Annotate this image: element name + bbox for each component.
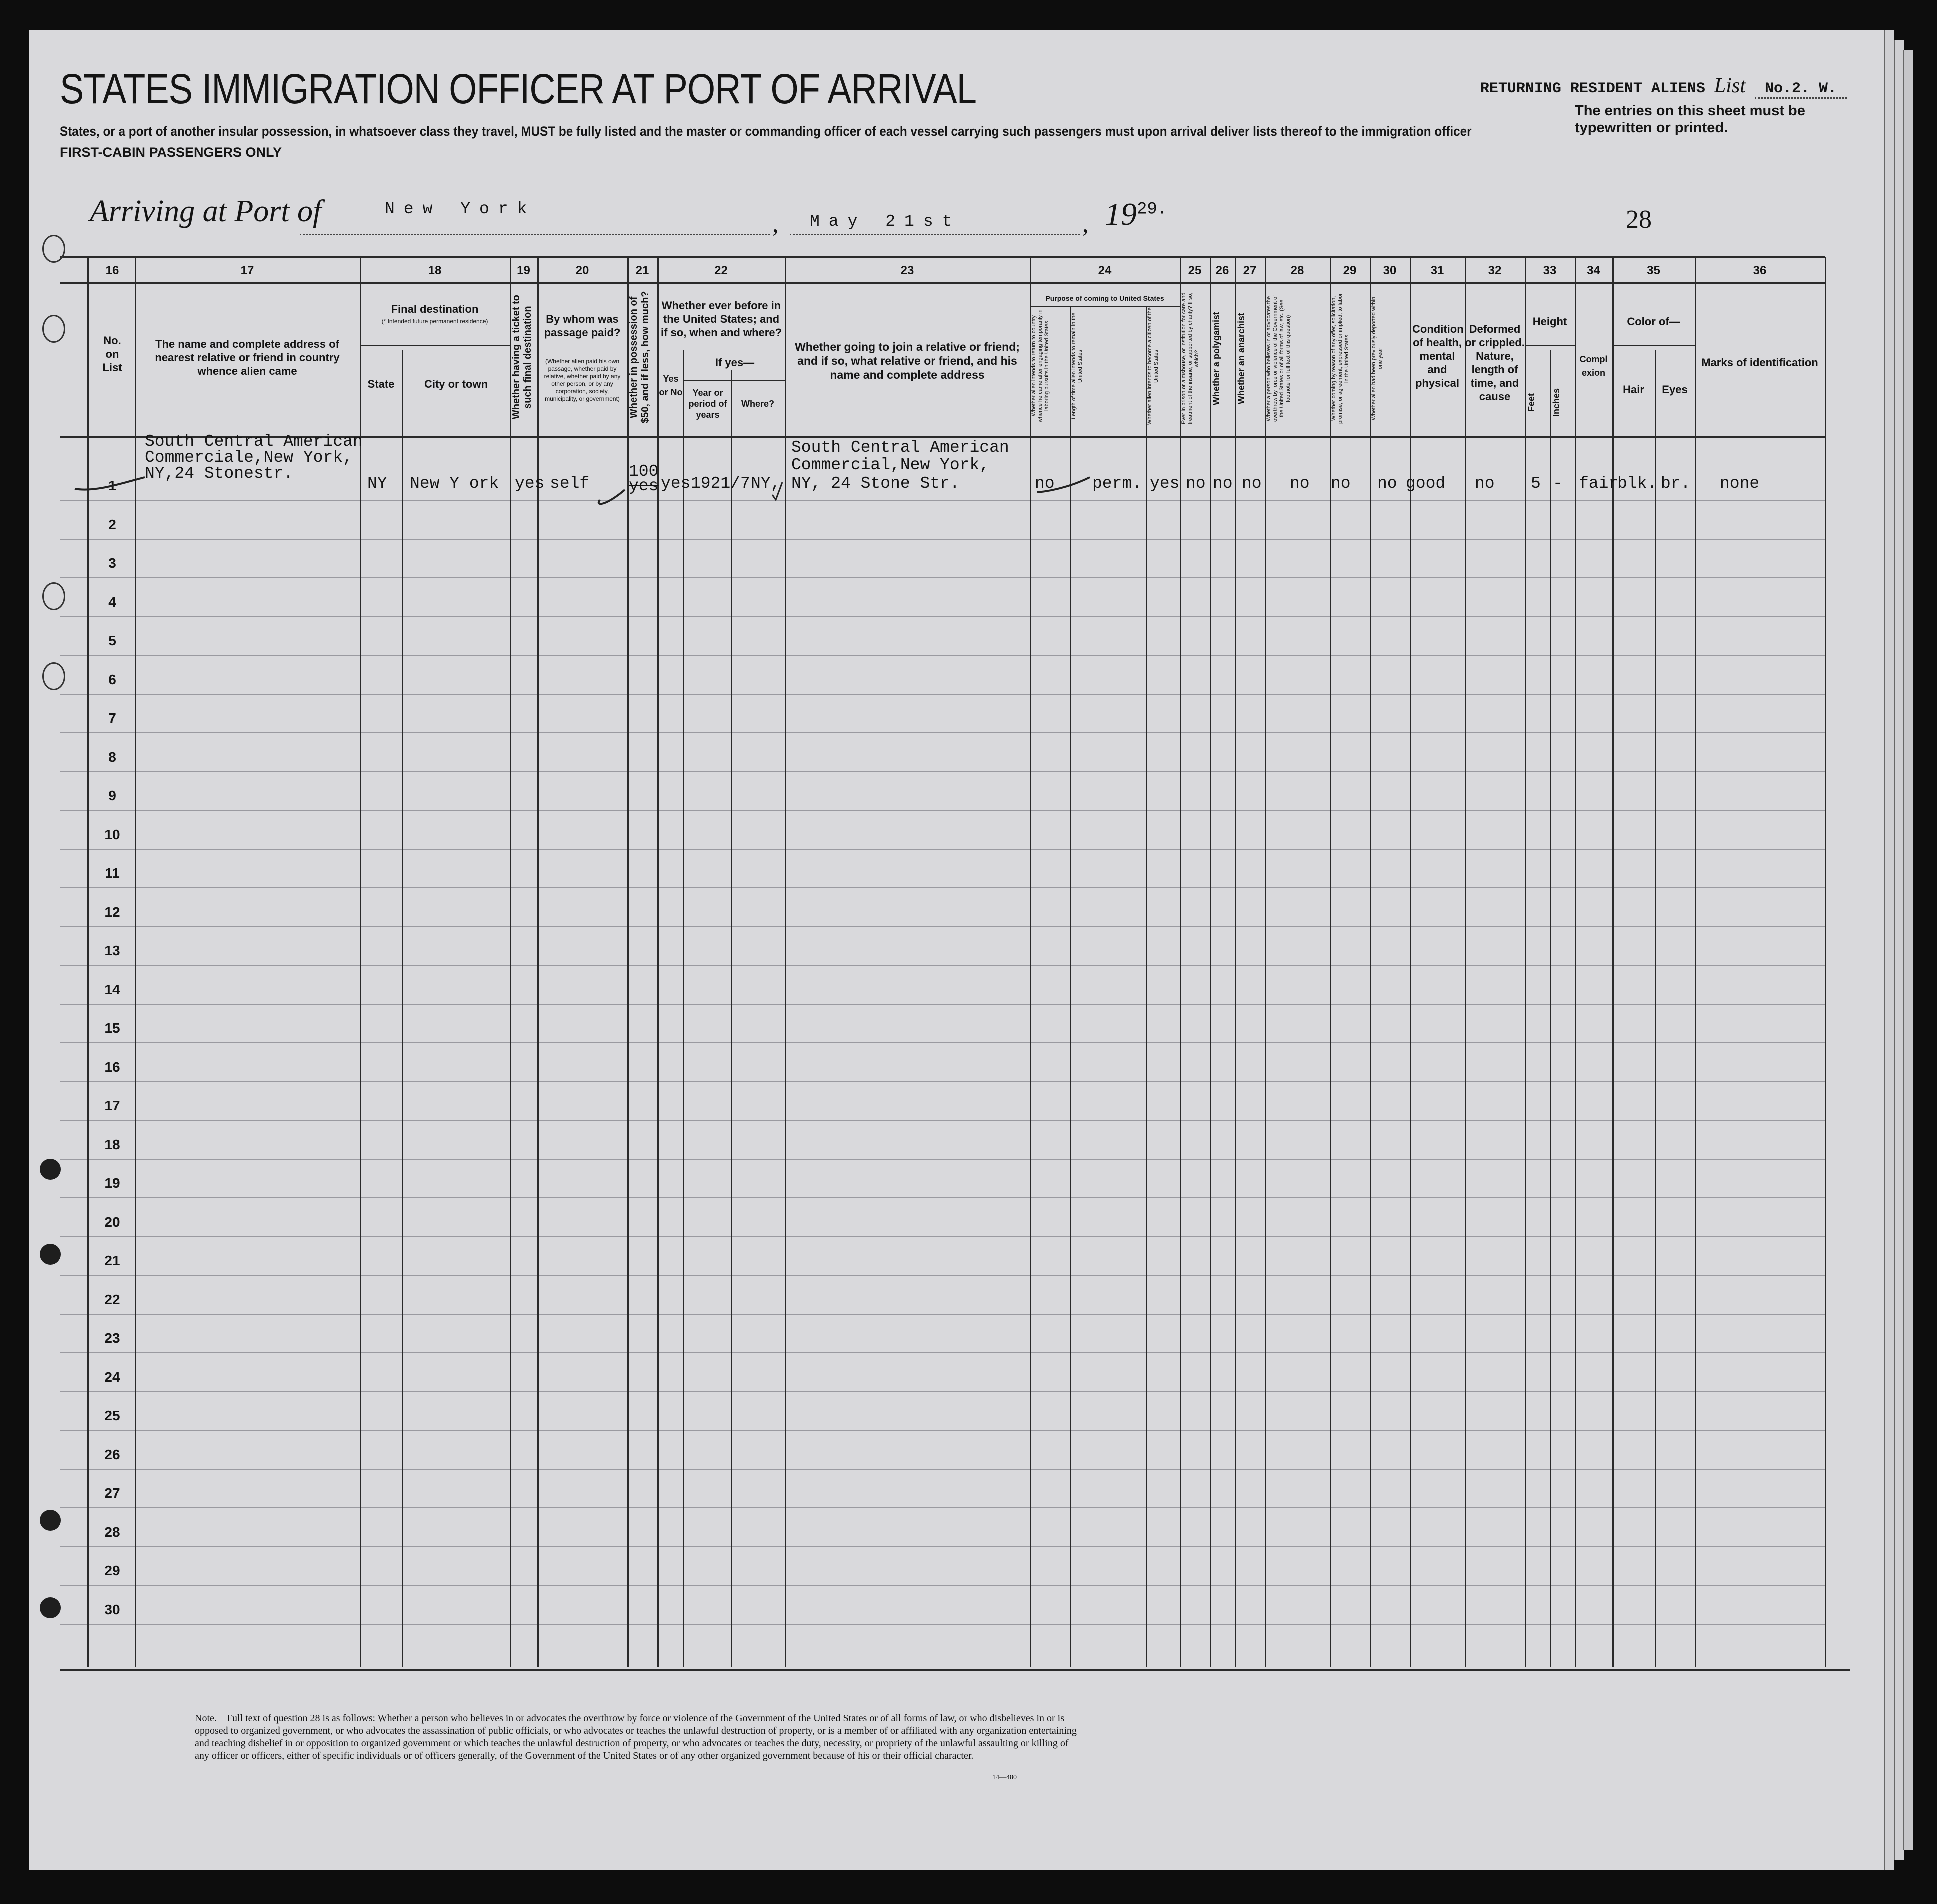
table-rule — [60, 282, 1825, 284]
entries-note: The entries on this sheet must be typewritten or printed. — [1575, 103, 1806, 136]
row-rule — [60, 1236, 1825, 1238]
table-rule — [60, 256, 1825, 258]
row-rule — [60, 1004, 1825, 1005]
column-number: 34 — [1587, 264, 1600, 278]
header-marks: Marks of identification — [1702, 356, 1818, 369]
column-divider — [1825, 258, 1826, 1668]
header-prison: Ever in prison or almshouse, or institution for care and treatment of the insane, or supported by charity? If so, which? — [1181, 292, 1200, 425]
row-number: 13 — [104, 943, 120, 958]
date-value: May 21st — [810, 212, 962, 231]
labor-value: no — [1331, 474, 1351, 493]
form-number: 14—480 — [992, 1774, 1017, 1782]
column-number: 28 — [1290, 264, 1304, 278]
header-if-yes: If yes— — [715, 356, 755, 369]
ticket-value: yes — [515, 474, 545, 493]
citizen-value: yes — [1150, 474, 1180, 493]
join-address-line: Commercial,New York, — [792, 456, 990, 474]
header-year: Year or period of years — [688, 388, 728, 420]
column-divider — [1330, 258, 1332, 1668]
feet-value: 5 — [1531, 474, 1541, 493]
row-rule — [60, 500, 1825, 501]
table-rule — [1525, 345, 1575, 346]
table-rule — [1612, 345, 1695, 346]
row-rule — [60, 1430, 1825, 1431]
join-address-line: South Central American — [792, 438, 1010, 457]
column-number: 31 — [1430, 264, 1444, 278]
row-number: 20 — [104, 1214, 120, 1230]
header-return-country: Whether alien intends to return to country whence he came after engaging temporarily in laboring pursuits in the United States — [1031, 310, 1050, 423]
money-struck-value: yes — [629, 477, 659, 496]
column-divider — [1370, 258, 1372, 1668]
row-number: 27 — [104, 1486, 120, 1501]
subcolumn-divider — [1550, 350, 1551, 1668]
row-rule — [60, 926, 1825, 928]
column-number: 16 — [106, 264, 120, 278]
row-number: 9 — [108, 788, 116, 804]
relative-address-line: NY,24 Stonestr. — [145, 464, 294, 483]
header-q28: Whether a person who believes in or advocates the overthrow by force or violence of the Government of the United States or of all forms of law, etc. (See footnote for full text of this question) — [1266, 295, 1292, 422]
list-header — [1480, 74, 1847, 98]
header-hair: Hair — [1623, 384, 1644, 396]
column-divider — [88, 258, 89, 1668]
first-cabin-label: FIRST-CABIN PASSENGERS ONLY — [60, 145, 282, 160]
column-divider — [1210, 258, 1212, 1668]
column-number: 23 — [900, 264, 914, 278]
year — [1105, 196, 1168, 233]
row-rule — [60, 1352, 1825, 1354]
prison-value: no — [1186, 474, 1206, 493]
subcolumn-divider — [1655, 350, 1656, 1668]
header-city: City or town — [424, 378, 488, 390]
page-number: 28 — [1626, 206, 1652, 234]
row-number: 16 — [104, 1059, 120, 1075]
column-number: 36 — [1753, 264, 1767, 278]
row-rule — [60, 1585, 1825, 1586]
row-number: 23 — [104, 1330, 120, 1346]
intro-text: States, or a port of another insular possession, in whatsoever class they travel, MUST be fully listed and the master or commanding officer of each vessel carrying such passengers must upon arrival deliver lists thereof to the immigration officer — [60, 124, 1472, 139]
row-rule — [60, 849, 1825, 850]
row-number: 21 — [104, 1253, 120, 1268]
anarchist-value: no — [1242, 474, 1262, 493]
before-years-value: 1921/7 — [691, 474, 750, 493]
state-value: NY — [368, 474, 388, 493]
column-divider — [510, 258, 512, 1668]
year-prefix: 19 — [1105, 196, 1137, 232]
row-number: 4 — [108, 594, 116, 610]
row-number: 7 — [108, 710, 116, 726]
row-number: 15 — [104, 1020, 120, 1036]
header-join-relative: Whether going to join a relative or friend; and if so, what relative or friend, and his name and complete address — [795, 340, 1020, 382]
header-anarchist: Whether an anarchist — [1236, 312, 1246, 405]
row-number: 6 — [108, 672, 116, 688]
column-divider — [1525, 258, 1526, 1668]
table-rule — [683, 380, 785, 381]
row-number: 19 — [104, 1176, 120, 1191]
row-number: 17 — [104, 1098, 120, 1114]
relative-address-line: Commerciale,New York, — [145, 448, 353, 467]
binding-hole — [40, 1244, 61, 1265]
column-number: 33 — [1543, 264, 1557, 278]
header-health: Condition of health, mental and physical — [1412, 323, 1464, 390]
column-number: 22 — [714, 264, 728, 278]
subcolumn-divider — [683, 350, 684, 1668]
header-inches: Inches — [1552, 388, 1562, 417]
header-color-of: Color of— — [1627, 316, 1680, 328]
row-number: 24 — [104, 1369, 120, 1385]
column-number: 18 — [428, 264, 442, 278]
row-rule — [60, 616, 1825, 618]
hair-value: blk. — [1618, 474, 1658, 493]
binding-hole — [42, 315, 66, 343]
header-passage-paid-note: (Whether alien paid his own passage, whether paid by relative, whether paid by any other person, or by any corporation, society, municipality, or government) — [544, 358, 621, 402]
row-number: 2 — [108, 516, 116, 532]
row-number: 10 — [104, 826, 120, 842]
header-where: Where? — [741, 399, 774, 409]
row-number: 30 — [104, 1602, 120, 1618]
table-rule — [60, 1669, 1850, 1671]
return-country-value: no — [1035, 474, 1055, 493]
row-number: 5 — [108, 633, 116, 648]
page-title: STATES IMMIGRATION OFFICER AT PORT OF ARRIVAL — [60, 66, 977, 112]
column-divider — [135, 258, 136, 1668]
binding-hole — [42, 662, 66, 690]
binding-hole — [40, 1159, 61, 1180]
length-value: perm. — [1092, 474, 1142, 493]
inches-value: - — [1553, 474, 1563, 493]
header-yes-no: Yes or No — [659, 374, 683, 398]
column-divider — [1612, 258, 1614, 1668]
header-relative-address: The name and complete address of nearest relative or friend in country whence alien came — [155, 338, 340, 378]
header-money: Whether in possession of $50, and if less, how much? — [628, 291, 651, 424]
polygamist-value: no — [1213, 474, 1233, 493]
header-height: Height — [1532, 316, 1568, 328]
column-divider — [1030, 258, 1032, 1668]
header-final-destination: Final destination — [391, 303, 479, 316]
row-rule — [60, 1314, 1825, 1315]
list-number: No.2. W. — [1755, 80, 1847, 99]
header-ticket: Whether having a ticket to such final destination — [511, 295, 534, 420]
money-value: 100 — [629, 462, 659, 481]
row-number: 14 — [104, 982, 120, 998]
column-number: 26 — [1216, 264, 1230, 278]
q28-value: no — [1290, 474, 1310, 493]
complexion-value: fair — [1579, 474, 1619, 493]
subcolumn-divider — [1070, 308, 1071, 1668]
header-no-on-list: No. on List — [102, 334, 122, 374]
column-number: 29 — [1343, 264, 1357, 278]
binding-hole — [40, 1510, 61, 1531]
column-number: 32 — [1488, 264, 1502, 278]
marks-value: none — [1720, 474, 1760, 493]
column-number: 20 — [576, 264, 590, 278]
header-passage-paid: By whom was passage paid? — [544, 313, 621, 339]
row-number: 28 — [104, 1524, 120, 1540]
row-number: 18 — [104, 1136, 120, 1152]
row-number: 3 — [108, 556, 116, 571]
row-rule — [60, 1042, 1825, 1044]
header-deformed: Deformed or crippled. Nature, length of time, and cause — [1465, 323, 1525, 403]
header-final-destination-note: (* Intended future permanent residence) — [382, 318, 488, 325]
column-divider — [1180, 258, 1182, 1668]
table-rule — [1030, 306, 1180, 307]
row-rule — [60, 1624, 1825, 1625]
column-divider — [1465, 258, 1466, 1668]
row-rule — [60, 732, 1825, 734]
header-state: State — [368, 378, 395, 390]
row-number: 12 — [104, 904, 120, 920]
paid-by-value: self — [550, 474, 590, 493]
list-label: List — [1714, 74, 1746, 98]
column-number: 27 — [1243, 264, 1257, 278]
row-number: 26 — [104, 1446, 120, 1462]
row-rule — [60, 694, 1825, 695]
column-number: 30 — [1383, 264, 1397, 278]
binding-hole — [42, 582, 66, 610]
health-value: good — [1406, 474, 1446, 493]
row-rule — [60, 965, 1825, 966]
row-rule — [60, 655, 1825, 656]
column-divider — [538, 258, 539, 1668]
row-rule — [60, 1469, 1825, 1470]
subcolumn-divider — [1146, 308, 1147, 1668]
header-citizen: Whether alien intends to become a citizen of the United States — [1147, 308, 1160, 425]
row-rule — [60, 1546, 1825, 1548]
arriving-label: Arriving at Port of — [90, 194, 322, 228]
manifest-sheet — [29, 30, 1884, 1870]
footnote-text: Note.—Full text of question 28 is as follows: Whether a person who believes in or advocates the overthrow by force or violence of the Government of the United States or of all forms of law, or who disbelieves in or is opposed to organized government, or who advocates the assassination of public officials, or who advocates or teaches the unlawful destruction of property, or is a member of or affiliated with any organization entertaining and teaching disbelief in or opposition to organized government or which teaches the unlawful destruction of property, or who advocates or teaches the duty, necessity, or propriety of the unlawful assaulting or killing of any officer or officers, either of specific individuals or of officers generally, of the Government of the United States or of any other organized government because of his or their official character. — [195, 1713, 1077, 1762]
row-rule — [60, 1159, 1825, 1160]
column-number: 17 — [240, 264, 254, 278]
eyes-value: br. — [1661, 474, 1691, 493]
header-polygamist: Whether a polygamist — [1212, 312, 1222, 406]
column-number: 19 — [517, 264, 530, 278]
relative-address-line: South Central American — [145, 432, 363, 451]
header-eyes: Eyes — [1662, 384, 1688, 396]
column-divider — [1695, 258, 1696, 1668]
binding-hole — [42, 235, 66, 263]
row-number: 25 — [104, 1408, 120, 1424]
column-number: 21 — [636, 264, 650, 278]
binding-hole — [40, 1598, 61, 1618]
row-number: 1 — [108, 478, 116, 494]
row-number: 29 — [104, 1563, 120, 1578]
column-divider — [1410, 258, 1412, 1668]
header-complexion: Complexion — [1580, 354, 1608, 378]
deported-value: no — [1378, 474, 1398, 493]
subcolumn-divider — [731, 370, 732, 1668]
table-rule — [360, 345, 510, 346]
column-number: 35 — [1647, 264, 1660, 278]
before-where-value: NY, — [751, 474, 781, 493]
subcolumn-divider — [402, 350, 404, 1668]
join-address-line: NY, 24 Stone Str. — [792, 474, 960, 493]
header-labor-offer: Whether coming by reason of any offer, solicitation, promise, or agreement, expressed or implied, to labor in the United States — [1331, 293, 1350, 424]
row-number: 22 — [104, 1292, 120, 1308]
column-divider — [1235, 258, 1236, 1668]
header-feet: Feet — [1526, 393, 1536, 412]
row-rule — [60, 810, 1825, 811]
header-purpose: Purpose of coming to United States — [1046, 294, 1164, 302]
row-rule — [60, 1275, 1825, 1276]
column-divider — [1265, 258, 1266, 1668]
header-length-stay: Length of time alien intends to remain in the United States — [1071, 312, 1084, 420]
row-rule — [60, 1120, 1825, 1121]
column-number: 25 — [1188, 264, 1202, 278]
port-value: New York — [385, 200, 536, 218]
column-divider — [360, 258, 362, 1668]
row-number: 11 — [105, 866, 120, 881]
column-divider — [1575, 258, 1576, 1668]
year-suffix: 29. — [1137, 200, 1168, 220]
before-yes-value: yes — [661, 474, 691, 493]
column-divider — [785, 258, 786, 1668]
column-number: 24 — [1098, 264, 1112, 278]
row-rule — [60, 539, 1825, 540]
row-number: 8 — [108, 749, 116, 765]
returning-label: RETURNING RESIDENT ALIENS — [1480, 80, 1706, 98]
header-before-in-us: Whether ever before in the United States; and if so, when and where? — [660, 300, 782, 339]
deformed-value: no — [1475, 474, 1495, 493]
city-value: New Y ork — [410, 474, 500, 493]
header-deported: Whether alien had been previously deported within one year — [1371, 296, 1384, 421]
